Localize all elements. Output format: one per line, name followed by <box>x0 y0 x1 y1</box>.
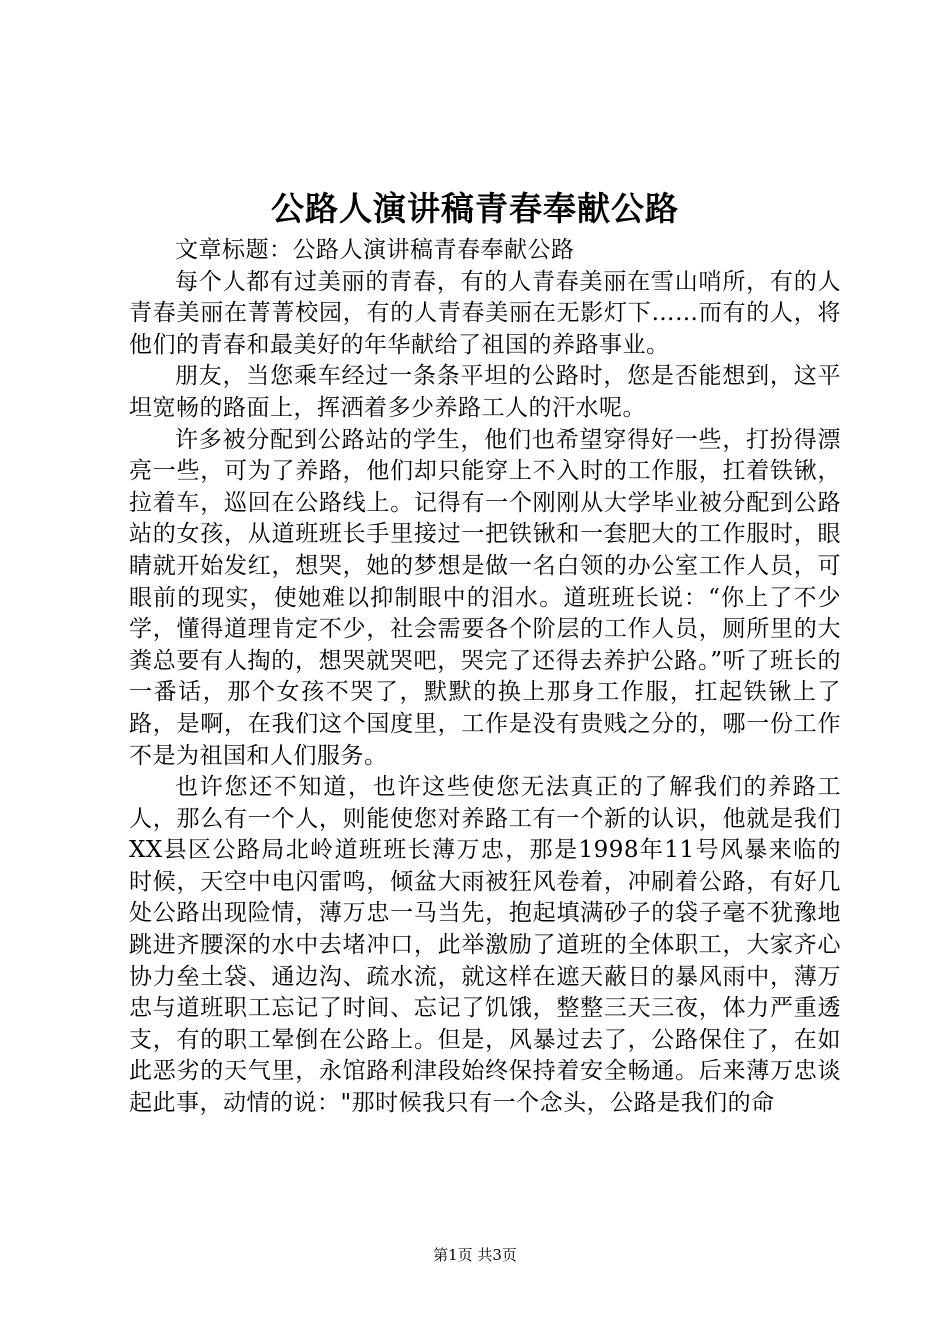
document-title: 公路人演讲稿青春奉献公路 <box>271 189 679 228</box>
paragraph-students: 许多被分配到公路站的学生，他们也希望穿得好一些，打扮得漂亮一些，可为了养路，他们却只能穿上不入时的工作服，扛着铁锹，拉着车，巡回在公路线上。记得有一个刚刚从大学毕业被分配到公路站的女孩，从道班班长手里接过一把铁锹和一套肥大的工作服时，眼睛就开始发红，想哭，她的梦想是做一名白领的办公室工作人员，可眼前的现实，使她难以抑制眼中的泪水。道班班长说：“你上了不少学，懂得道理肯定不少，社会需要各个阶层的工作人员，厕所里的大粪总要有人掏的，想哭就哭吧，哭完了还得去养护公路。”听了班长的一番话，那个女孩不哭了，默默的换上那身工作服，扛起铁锹上了路，是啊，在我们这个国度里，工作是没有贵贱之分的，哪一份工作不是为祖国和人们服务。 <box>129 426 841 769</box>
article-heading-line: 文章标题：公路人演讲稿青春奉献公路 <box>175 237 575 263</box>
page-number-footer: 第1页 共3页 <box>433 1246 517 1264</box>
paragraph-youth: 每个人都有过美丽的青春，有的人青春美丽在雪山哨所，有的人青春美丽在菁菁校园，有的人青春美丽在无影灯下……而有的人，将他们的青春和最美好的年华献给了祖国的养路事业。 <box>129 268 841 358</box>
document-body <box>129 235 841 1120</box>
paragraph-bo-wanzhong: 也许您还不知道，也许这些使您无法真正的了解我们的养路工人，那么有一个人，则能使您对养路工有一个新的认识，他就是我们XX县区公路局北岭道班班长薄万忠，那是1998年11号风暴来临的时候，天空中电闪雷鸣，倾盆大雨被狂风卷着，冲刷着公路，有好几处公路出现险情，薄万忠一马当先，抱起填满砂子的袋子毫不犹豫地跳进齐腰深的水中去堵冲口，此举激励了道班的全体职工，大家齐心协力垒土袋、通边沟、疏水流，就这样在遮天蔽日的暴风雨中，薄万忠与道班职工忘记了时间、忘记了饥饿，整整三天三夜，体力严重透支，有的职工晕倒在公路上。但是，风暴过去了，公路保住了，在如此恶劣的天气里，永馆路利津段始终保持着安全畅通。后来薄万忠谈起此事，动情的说："那时候我只有一个念头，公路是我们的命 <box>129 774 841 1117</box>
paragraph-friends: 朋友，当您乘车经过一条条平坦的公路时，您是否能想到，这平坦宽畅的路面上，挥洒着多少养路工人的汗水呢。 <box>129 363 841 421</box>
